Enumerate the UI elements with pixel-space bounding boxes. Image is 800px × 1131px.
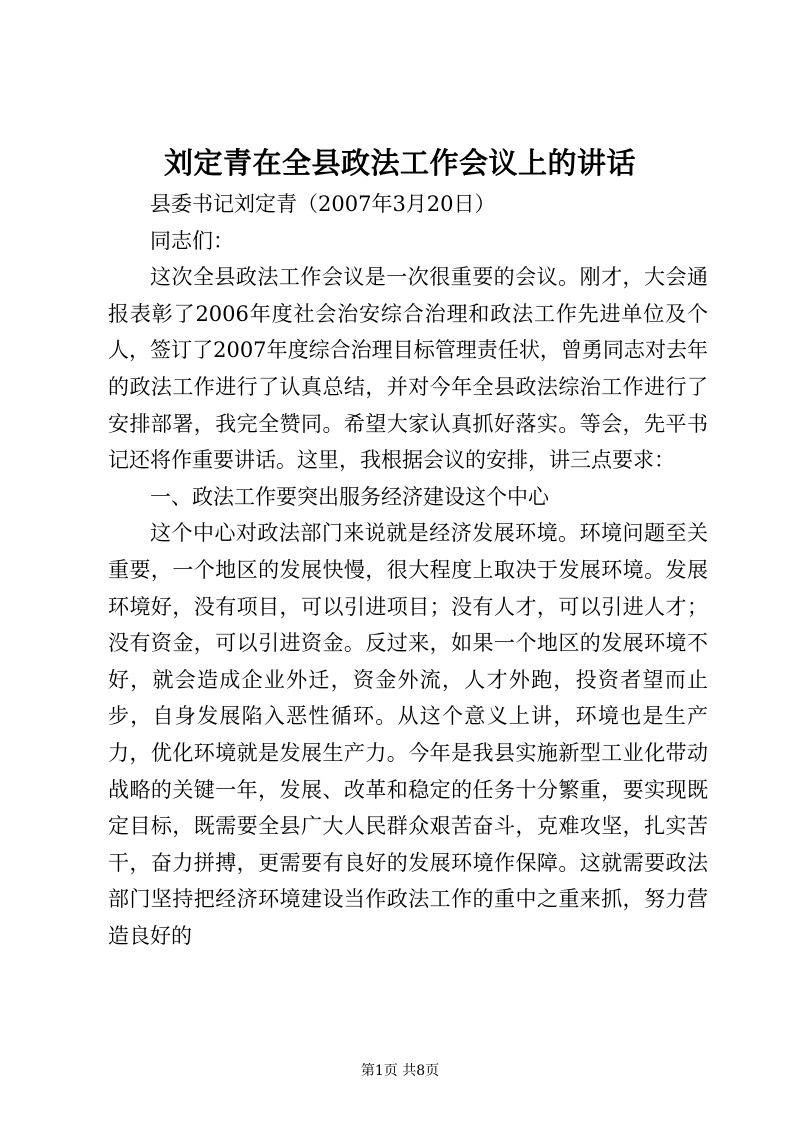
document-title: 刘定青在全县政法工作会议上的讲话 — [163, 146, 636, 180]
page-number-footer: 第1页 共8页 — [360, 1063, 440, 1079]
salutation: 同志们： — [150, 228, 234, 253]
body-paragraph: 这次全县政法工作会议是一次很重要的会议。刚才，大会通报表彰了2006年度社会治安综合治理和政法工作先进单位及个人，签订了2007年度综合治理目标管理责任状，曾勇同志对去年的政法工作进行了认真总结，并对今年全县政法综治工作进行了安排部署，我完全赞同。希望大家认真抓好落实。等会，先平书记还将作重要讲话。这里，我根据会议的安排，讲三点要求： — [108, 265, 708, 473]
body-paragraph: 这个中心对政法部门来说就是经济发展环境。环境问题至关重要，一个地区的发展快慢，很大程度上取决于发展环境。发展环境好，没有项目，可以引进项目；没有人才，可以引进人才；没有资金，可以引进资金。反过来，如果一个地区的发展环境不好，就会造成企业外迁，资金外流，人才外跑，投资者望而止步，自身发展陷入恶性循环。从这个意义上讲，环境也是生产力，优化环境就是发展生产力。今年是我县实施新型工业化带动战略的关键一年，发展、改革和稳定的任务十分繁重，要实现既定目标，既需要全县广大人民群众艰苦奋斗，克难攻坚，扎实苦干，奋力拼搏，更需要有良好的发展环境作保障。这就需要政法部门坚持把经济环境建设当作政法工作的重中之重来抓，努力营造良好的 — [108, 521, 708, 948]
author-date-line: 县委书记刘定青（2007年3月20日） — [150, 192, 496, 216]
section-heading: 一、政法工作要突出服务经济建设这个中心 — [150, 484, 549, 509]
document-body — [108, 186, 708, 954]
